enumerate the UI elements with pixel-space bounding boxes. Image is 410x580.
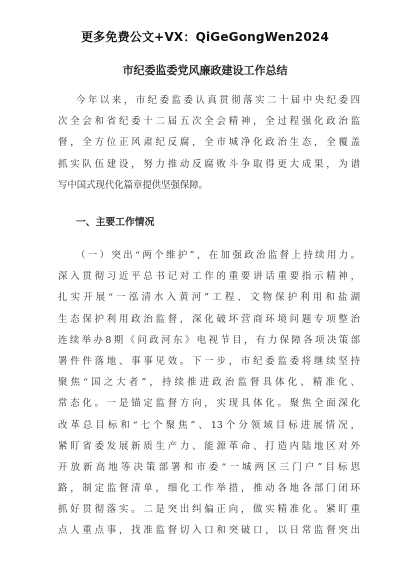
paragraph-line: 督，全方位正风肃纪反腐，全市城净化政治生态，全覆盖: [58, 137, 360, 149]
paragraph-line: 深入贯彻习近平总书记对工作的重要讲话重要指示精神，: [58, 271, 360, 283]
paragraph-line: 点人重点事，找准监督切入口和突破口，以日常监督突出: [58, 525, 360, 537]
paragraph-line: 紧盯省委发展新质生产力、能源革命、打造内陆地区对外: [58, 440, 360, 452]
paragraph-line: 常态化。一是锚定监督方向，实现具体化。聚焦全面深化: [58, 398, 360, 410]
paragraph-line: 次全会和省纪委十二届五次全会精神，全过程强化政治监: [58, 116, 360, 128]
paragraph-line: 路，制定监督清单，细化工作举措，推动各地各部门闭环: [58, 483, 360, 495]
paragraph-line: 生态保护利用政治监督，深化破坏营商环境问题专项整治: [58, 313, 360, 325]
promo-banner: 更多免费公文+VX：QiGeGongWen2024: [80, 30, 329, 44]
paragraph-line: （一）突出“两个维护”，在加强政治监督上持续用力。: [76, 250, 360, 261]
paragraph-line: 写中国式现代化篇章提供坚强保障。: [58, 179, 209, 191]
paragraph-line: 连续举办8期《问政河东》电视节目，有力保障各项决策部: [58, 334, 360, 346]
paragraph-line: 聚焦“国之大者”，持续推进政治监督具体化、精准化、: [58, 377, 360, 389]
intro-paragraph: [58, 90, 360, 196]
section-paragraph: [58, 245, 360, 542]
paragraph-line: 开放新高地等决策部署和市委“一城两区三门户”目标思: [58, 461, 360, 473]
document-title: 市纪委监委党风廉政建设工作总结: [122, 64, 288, 77]
paragraph-line: 抓实队伍建设，努力推动反腐败斗争取得更大成果，为谱: [58, 158, 360, 170]
paragraph-line: 扎实开展“一泓清水入黄河”工程、文物保护利用和盐湖: [58, 292, 360, 304]
section-heading: 一、主要工作情况: [76, 217, 155, 228]
paragraph-line: 署件件落地、事事见效。下一步，市纪委监委将继续坚持: [58, 355, 360, 367]
paragraph-line: 今年以来，市纪委监委认真贯彻落实二十届中央纪委四: [76, 95, 360, 106]
paragraph-line: 改革总目标和“七个聚焦”、13个分领域目标进展情况，: [58, 419, 360, 431]
paragraph-line: 抓好贯彻落实。二是突出纠偏正向，做实精准化。紧盯重: [58, 504, 360, 516]
